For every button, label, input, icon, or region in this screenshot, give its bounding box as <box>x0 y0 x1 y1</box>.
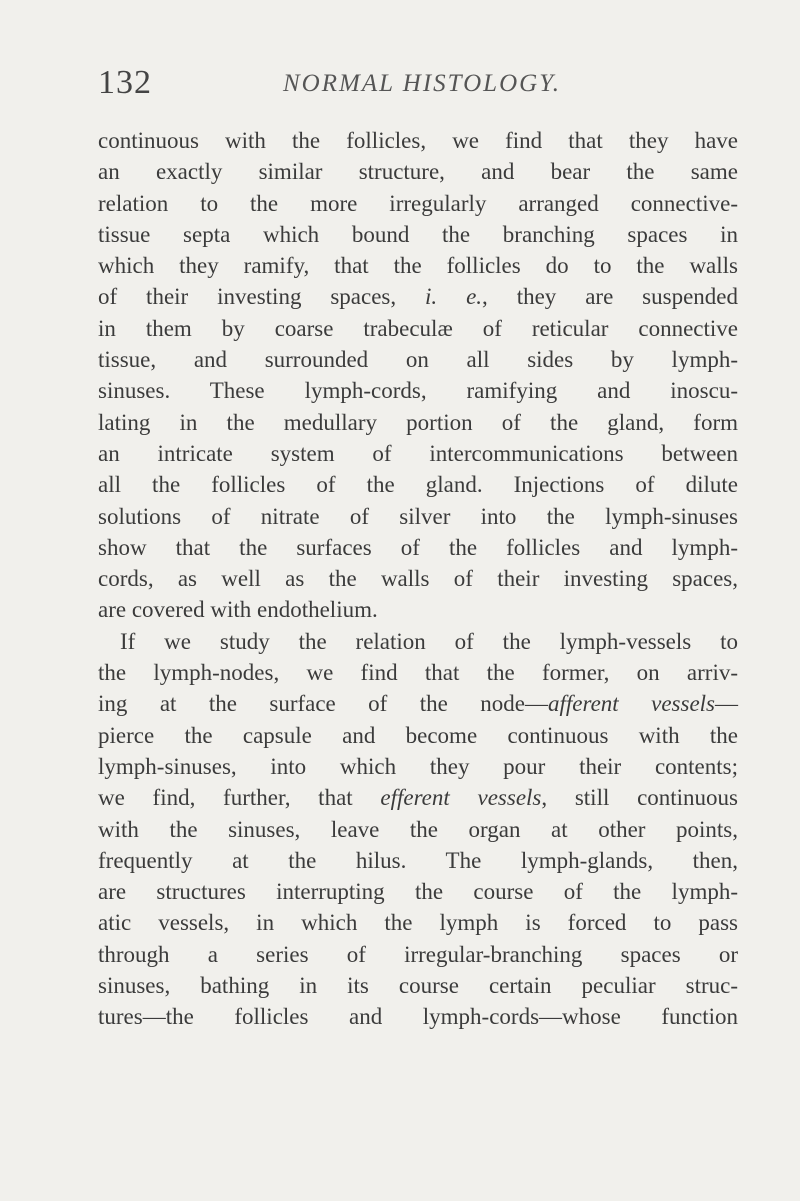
text-line: tures—the follicles and lymph-cords—whose function <box>98 1004 738 1030</box>
text-line: are covered with endothelium. <box>98 597 378 623</box>
text-line: we find, further, that efferent vessels, still continuous <box>98 785 739 811</box>
text-line: If we study the relation of the lymph-vessels to <box>120 628 738 654</box>
text-line: continuous with the follicles, we find that they have <box>98 128 738 153</box>
text-line: which they ramify, that the follicles do to the walls <box>98 253 738 279</box>
body-text <box>98 125 738 1033</box>
text-line: relation to the more irregularly arranged connective- <box>98 190 738 216</box>
running-title: NORMAL HISTOLOGY. <box>283 70 562 97</box>
text-line: tissue, and surrounded on all sides by lymph- <box>98 347 738 373</box>
text-line: an intricate system of intercommunications between <box>98 440 738 466</box>
text-line: all the follicles of the gland. Injections of dilute <box>98 472 738 498</box>
text-line: pierce the capsule and become continuous with the <box>98 722 738 748</box>
text-line: solutions of nitrate of silver into the lymph-sinuses <box>98 503 738 529</box>
text-line: through a series of irregular-branching spaces or <box>98 941 738 967</box>
text-line: sinuses. These lymph-cords, ramifying and inoscu- <box>98 378 738 404</box>
text-line: lating in the medullary portion of the gland, form <box>98 409 738 435</box>
text-line: lymph-sinuses, into which they pour their contents; <box>98 753 738 779</box>
text-line: of their investing spaces, i. e., they are suspended <box>98 284 738 310</box>
text-line: atic vessels, in which the lymph is forced to pass <box>98 910 738 936</box>
text-line: are structures interrupting the course of the lymph- <box>98 879 738 905</box>
text-line: ing at the surface of the node—afferent vessels— <box>98 691 738 717</box>
text-line: frequently at the hilus. The lymph-glands, then, <box>98 847 738 873</box>
text-line: in them by coarse trabeculæ of reticular connective <box>98 315 738 341</box>
text-line: show that the surfaces of the follicles and lymph- <box>98 534 738 560</box>
text-line: with the sinuses, leave the organ at other points, <box>98 816 738 842</box>
page-number: 132 <box>98 64 152 101</box>
italic-text: i. e. <box>425 284 483 310</box>
page-header <box>98 64 718 108</box>
text-line: an exactly similar structure, and bear the same <box>98 159 738 185</box>
text-line: the lymph-nodes, we find that the former, on arriv- <box>98 660 738 686</box>
text-line: tissue septa which bound the branching spaces in <box>98 221 738 247</box>
text-line: cords, as well as the walls of their investing spaces, <box>98 566 738 592</box>
italic-text: efferent vessels <box>380 785 542 811</box>
italic-text: afferent vessels <box>548 691 715 717</box>
text-line: sinuses, bathing in its course certain peculiar struc- <box>98 973 738 999</box>
